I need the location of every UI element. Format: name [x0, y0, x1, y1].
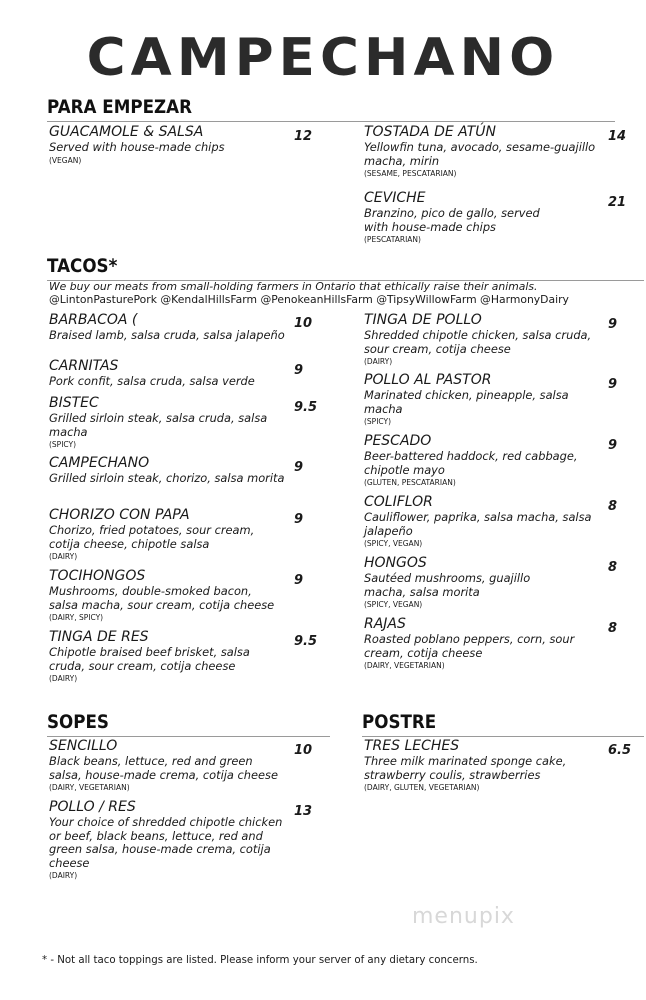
- item-price: 13: [294, 804, 313, 819]
- item-price: 9: [294, 573, 304, 588]
- item-desc: Pork confit, salsa cruda, salsa verde: [49, 374, 255, 388]
- menu-item: [49, 124, 289, 166]
- farm-handles: @LintonPasturePork @KendalHillsFarm @PenokeanHillsFarm @TipsyWillowFarm @HarmonyDairy: [49, 293, 569, 306]
- item-name: TOCIHONGOS: [49, 568, 146, 584]
- item-desc: Your choice of shredded chipotle chicken or beef, black beans, lettuce, red and green salsa, house-made crema, cotija cheese: [49, 815, 283, 870]
- section-para-empezar: [47, 96, 615, 122]
- menu-item: [364, 190, 564, 245]
- item-desc: Sautéed mushrooms, guajillo macha, salsa morita: [364, 571, 531, 599]
- menu-item: [49, 455, 289, 486]
- item-tags: (GLUTEN, PESCATARIAN): [364, 478, 456, 487]
- item-price: 9: [294, 460, 304, 475]
- section-title: TACOS*: [47, 255, 118, 277]
- item-price: 9: [608, 438, 618, 453]
- item-tags: (DAIRY): [364, 357, 393, 366]
- menu-item: [49, 799, 284, 881]
- section-sopes: [47, 711, 330, 737]
- section-title: SOPES: [47, 711, 109, 733]
- item-name: GUACAMOLE & SALSA: [49, 124, 204, 140]
- item-desc: Shredded chipotle chicken, salsa cruda, sour cream, cotija cheese: [364, 328, 592, 356]
- item-desc: Braised lamb, salsa cruda, salsa jalapeño: [49, 328, 285, 342]
- restaurant-title: CAMPECHANO: [86, 28, 560, 88]
- item-name: TOSTADA DE ATÚN: [364, 124, 497, 140]
- item-name: SENCILLO: [49, 738, 118, 754]
- item-price: 9: [294, 363, 304, 378]
- menu-item: [49, 358, 289, 389]
- menu-item: [364, 433, 594, 488]
- item-name: HONGOS: [364, 555, 427, 571]
- menu-item: [364, 616, 594, 671]
- item-price: 12: [294, 129, 313, 144]
- item-price: 14: [608, 129, 627, 144]
- item-name: CAMPECHANO: [49, 455, 150, 471]
- item-tags: (SESAME, PESCATARIAN): [364, 169, 457, 178]
- item-tags: (SPICY, VEGAN): [364, 600, 423, 609]
- item-price: 9: [608, 377, 618, 392]
- section-postre: [362, 711, 644, 737]
- item-desc: Cauliflower, paprika, salsa macha, salsa jalapeño: [364, 510, 592, 538]
- item-price: 9.5: [294, 400, 318, 415]
- section-divider: [47, 736, 330, 737]
- item-price: 9.5: [294, 634, 318, 649]
- item-name: COLIFLOR: [364, 494, 433, 510]
- menu-item: [49, 395, 284, 450]
- menu-item: [364, 738, 594, 793]
- menu-item: [49, 312, 289, 343]
- menu-item: [364, 372, 594, 427]
- item-price: 10: [294, 743, 313, 758]
- item-name: TRES LECHES: [364, 738, 460, 754]
- item-desc: Marinated chicken, pineapple, salsa macha: [364, 388, 569, 416]
- item-tags: (DAIRY, SPICY): [49, 613, 104, 622]
- section-title: PARA EMPEZAR: [47, 96, 192, 118]
- menu-item: [364, 124, 604, 179]
- menu-item: [49, 738, 284, 793]
- item-desc: Beer-battered haddock, red cabbage, chipotle mayo: [364, 449, 578, 477]
- item-name: CHORIZO CON PAPA: [49, 507, 190, 523]
- menu-item: [49, 507, 284, 562]
- section-divider: [362, 736, 644, 737]
- item-tags: (VEGAN): [49, 155, 82, 165]
- menu-item: [364, 494, 594, 549]
- item-price: 21: [608, 195, 627, 210]
- item-desc: Served with house-made chips: [49, 140, 225, 154]
- item-tags: (DAIRY): [49, 871, 78, 880]
- item-desc: Three milk marinated sponge cake, strawberry coulis, strawberries: [364, 754, 567, 782]
- item-desc: Grilled sirloin steak, chorizo, salsa morita: [49, 471, 285, 485]
- item-name: BARBACOA (: [49, 312, 138, 328]
- item-desc: Mushrooms, double-smoked bacon, salsa macha, sour cream, cotija cheese: [49, 584, 275, 612]
- item-name: POLLO / RES: [49, 799, 136, 815]
- item-price: 6.5: [608, 743, 632, 758]
- watermark: menupix: [412, 904, 515, 929]
- item-tags: (SPICY, VEGAN): [364, 539, 423, 548]
- item-name: TINGA DE POLLO: [364, 312, 482, 328]
- item-desc: Black beans, lettuce, red and green salsa, house-made crema, cotija cheese: [49, 754, 278, 782]
- item-price: 10: [294, 316, 313, 331]
- item-desc: Chorizo, fried potatoes, sour cream, cotija cheese, chipotle salsa: [49, 523, 255, 551]
- menu-item: [49, 629, 284, 684]
- item-name: TINGA DE RES: [49, 629, 149, 645]
- item-desc: Roasted poblano peppers, corn, sour cream, cotija cheese: [364, 632, 575, 660]
- item-desc: Branzino, pico de gallo, served with house-made chips: [364, 206, 540, 234]
- tacos-intro: We buy our meats from small-holding farmers in Ontario that ethically raise their animals.: [49, 280, 538, 293]
- item-tags: (DAIRY): [49, 674, 78, 683]
- item-price: 8: [608, 499, 618, 514]
- item-name: CARNITAS: [49, 358, 119, 374]
- section-title: POSTRE: [362, 711, 437, 733]
- item-tags: (SPICY): [49, 440, 77, 449]
- item-tags: (DAIRY, VEGETARIAN): [364, 661, 445, 670]
- menu-item: [364, 555, 574, 610]
- item-price: 8: [608, 621, 618, 636]
- item-name: PESCADO: [364, 433, 432, 449]
- item-price: 9: [608, 317, 618, 332]
- item-tags: (PESCATARIAN): [364, 235, 421, 244]
- section-tacos: [47, 255, 644, 281]
- item-name: BISTEC: [49, 395, 99, 411]
- item-name: RAJAS: [364, 616, 406, 632]
- item-desc: Chipotle braised beef brisket, salsa cruda, sour cream, cotija cheese: [49, 645, 250, 673]
- menu-item: [364, 312, 594, 367]
- item-name: CEVICHE: [364, 190, 426, 206]
- item-tags: (SPICY): [364, 417, 392, 426]
- item-desc: Grilled sirloin steak, salsa cruda, salsa macha: [49, 411, 268, 439]
- item-tags: (DAIRY, GLUTEN, VEGETARIAN): [364, 783, 480, 792]
- item-price: 9: [294, 512, 304, 527]
- section-divider: [47, 121, 615, 122]
- item-desc: Yellowfin tuna, avocado, sesame-guajillo macha, mirin: [364, 140, 596, 168]
- item-name: POLLO AL PASTOR: [364, 372, 492, 388]
- footnote: * - Not all taco toppings are listed. Please inform your server of any dietary concerns.: [42, 955, 478, 966]
- item-price: 8: [608, 560, 618, 575]
- menu-item: [49, 568, 284, 623]
- item-tags: (DAIRY): [49, 552, 78, 561]
- item-tags: (DAIRY, VEGETARIAN): [49, 783, 130, 792]
